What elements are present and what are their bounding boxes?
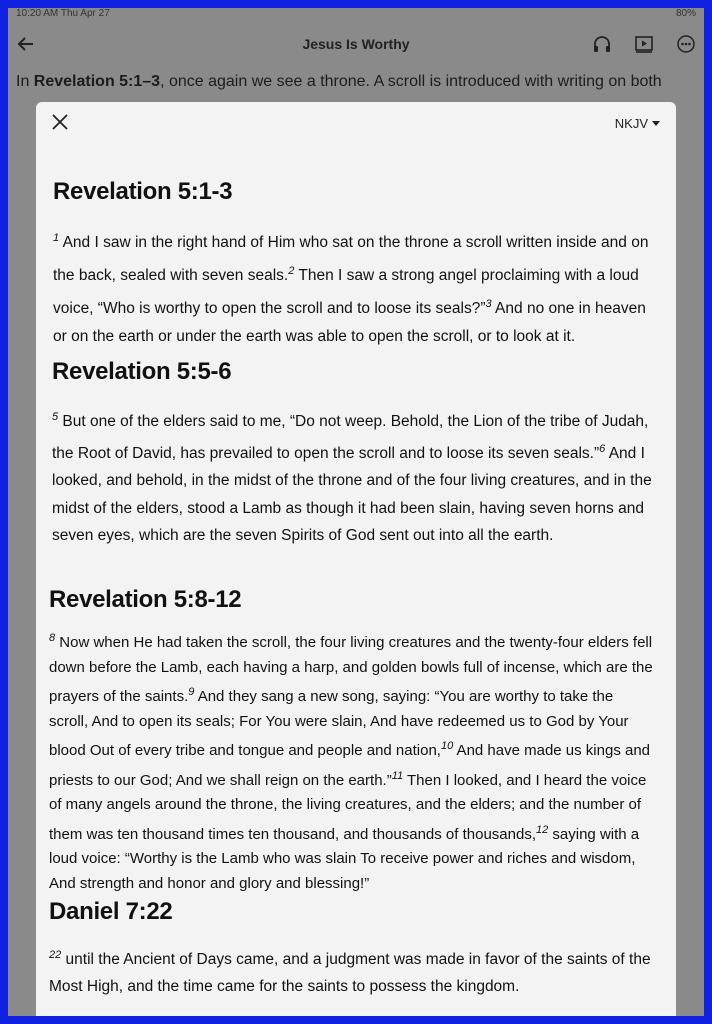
passage-text: $^{22}$ until the Ancient of Days came, and a judgment was made in favor of the saints of the Most High, and the time came for the saints to possess the kingdom.: [49, 949, 651, 996]
passage-revelation-5-1-3: [36, 178, 676, 351]
passage-text: $^1$ And I saw in the right hand of Him who sat on the throne a scroll written inside and on the back, sealed with seven seals.$^2$ Then I saw a strong angel proclaiming with a loud voice, “Who is worthy to open the scroll and to loose its seals?”$^3$ And no one in heaven or on the earth or under the earth was able to open the scroll, or to look at it.: [53, 232, 649, 346]
passage-text: $^5$ But one of the elders said to me, “Do not weep. Behold, the Lion of the tribe of Judah, the Root of David, has prevailed to open the scroll and to loose its seven seals.”$^6$ And I looked, and behold, in the midst of the throne and of the four living creatures, and in the midst of the elders, stood a Lamb as though it had been slain, having seven horns and seven eyes, which are the seven Spirits of God sent out into all the earth.: [52, 411, 652, 545]
version-selector[interactable]: [615, 116, 660, 131]
app-frame: [8, 8, 704, 1016]
chevron-down-icon: [652, 121, 660, 126]
passage-reference: Daniel 7:22: [49, 898, 173, 925]
scripture-popup: [36, 102, 676, 1016]
top-bar: [8, 26, 704, 62]
background-intro-text: , once again we see a throne. A scroll is introduced with writing on both: [160, 73, 662, 90]
passage-revelation-5-5-6: [36, 358, 676, 550]
headphones-icon[interactable]: [592, 34, 612, 54]
passage-text: $^8$ Now when He had taken the scroll, the four living creatures and the twenty-four elders fell down before the Lamb, each having a harp, and golden bowls full of incense, which are the prayers of the saints.$^9$ And they sang a new song, saying: “You are worthy to take the scroll, And to open its seals; For You were slain, And have redeemed us to God by Your blood Out of every tribe and tongue and people and nation,$^{10}$ And have made us kings and priests to our God; And we shall reign on the earth.”$^{11}$ Then I looked, and I heard the voice of many angels around the throne, the living creatures, and the elders; and the number of them was ten thousand times ten thousand, and thousands of thousands,$^{12}$ saying with a loud voice: “Worthy is the Lamb who was slain To receive power and riches and wisdom, And strength and honor and glory and blessing!”: [49, 632, 653, 892]
back-arrow-icon[interactable]: [16, 34, 36, 54]
page-title: Jesus Is Worthy: [302, 36, 410, 52]
close-icon[interactable]: [50, 112, 70, 132]
more-options-icon[interactable]: [676, 34, 696, 54]
popup-header: [36, 102, 676, 142]
passage-reference: Revelation 5:8-12: [49, 586, 242, 613]
status-bar: [8, 8, 704, 22]
passage-revelation-5-8-12: [36, 586, 676, 896]
video-play-icon[interactable]: [634, 34, 654, 54]
passage-reference: Revelation 5:5-6: [52, 358, 232, 385]
passage-daniel-7-22: [36, 898, 676, 1000]
status-battery: 80%: [675, 8, 696, 19]
background-article-intro: In Revelation 5:1–3, once again we see a throne. A scroll is introduced with writing on both: [16, 73, 662, 90]
status-time: 10:20 AM Thu Apr 27: [16, 8, 110, 19]
background-reference-link[interactable]: Revelation 5:1–3: [33, 73, 161, 90]
version-label: NKJV: [614, 116, 648, 131]
passage-reference: Revelation 5:1-3: [53, 178, 233, 205]
